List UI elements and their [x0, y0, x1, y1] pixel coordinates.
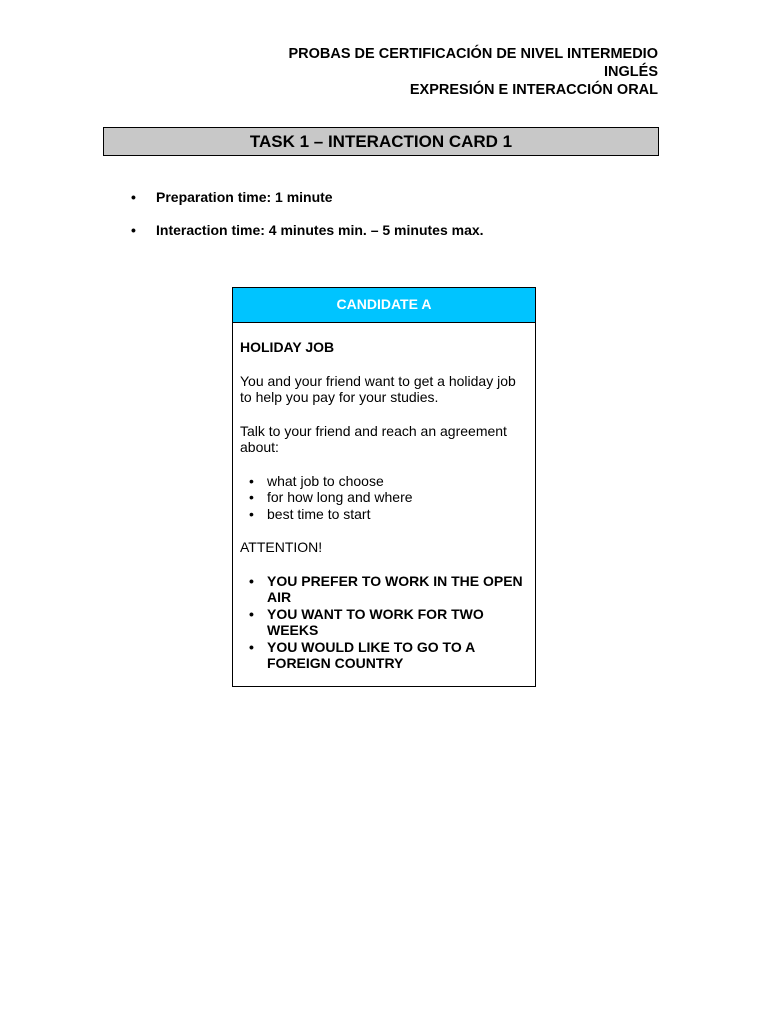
timing-item-label: Preparation time: 1 minute — [156, 189, 333, 205]
card-topics-list — [240, 473, 528, 523]
timing-item-interaction — [130, 222, 484, 239]
candidate-card-header: CANDIDATE A — [233, 288, 535, 323]
list-item — [240, 606, 528, 639]
attention-label: ATTENTION! — [240, 539, 323, 555]
candidate-card — [232, 287, 536, 687]
timing-item-preparation — [130, 189, 484, 206]
attention-text: YOU PREFER TO WORK IN THE OPEN AIR — [267, 572, 523, 605]
document-header — [288, 45, 658, 99]
header-line-exam: PROBAS DE CERTIFICACIÓN DE NIVEL INTERMEDIO — [288, 46, 658, 62]
header-line-section: EXPRESIÓN E INTERACCIÓN ORAL — [409, 82, 658, 98]
task-title-bar — [103, 127, 659, 156]
bullet-icon: • — [131, 189, 136, 205]
attention-text: YOU WANT TO WORK FOR TWO WEEKS — [267, 605, 484, 638]
card-title: HOLIDAY JOB — [240, 339, 335, 355]
card-paragraph-instructions: Talk to your friend and reach an agreement about: — [240, 422, 507, 455]
list-item — [240, 573, 528, 606]
bullet-icon: • — [249, 638, 254, 655]
topic-text: what job to choose — [267, 472, 384, 489]
card-paragraph-intro: You and your friend want to get a holiday job to help you pay for your studies. — [240, 372, 516, 405]
timing-info-list — [130, 189, 484, 255]
bullet-icon: • — [131, 222, 136, 238]
candidate-card-body — [233, 323, 535, 672]
bullet-icon: • — [249, 605, 254, 622]
bullet-icon: • — [249, 505, 254, 522]
topic-text: best time to start — [267, 505, 371, 522]
list-item — [240, 473, 528, 490]
header-line-language: INGLÉS — [604, 64, 658, 80]
timing-item-label: Interaction time: 4 minutes min. – 5 minutes max. — [156, 222, 484, 238]
task-title: TASK 1 – INTERACTION CARD 1 — [249, 132, 513, 151]
list-item — [240, 639, 528, 672]
bullet-icon: • — [249, 472, 254, 489]
bullet-icon: • — [249, 572, 254, 589]
attention-list — [240, 573, 528, 672]
list-item — [240, 506, 528, 523]
topic-text: for how long and where — [267, 489, 413, 505]
list-item — [240, 489, 528, 506]
attention-text: YOU WOULD LIKE TO GO TO A FOREIGN COUNTRY — [267, 638, 475, 671]
bullet-icon: • — [249, 489, 254, 505]
